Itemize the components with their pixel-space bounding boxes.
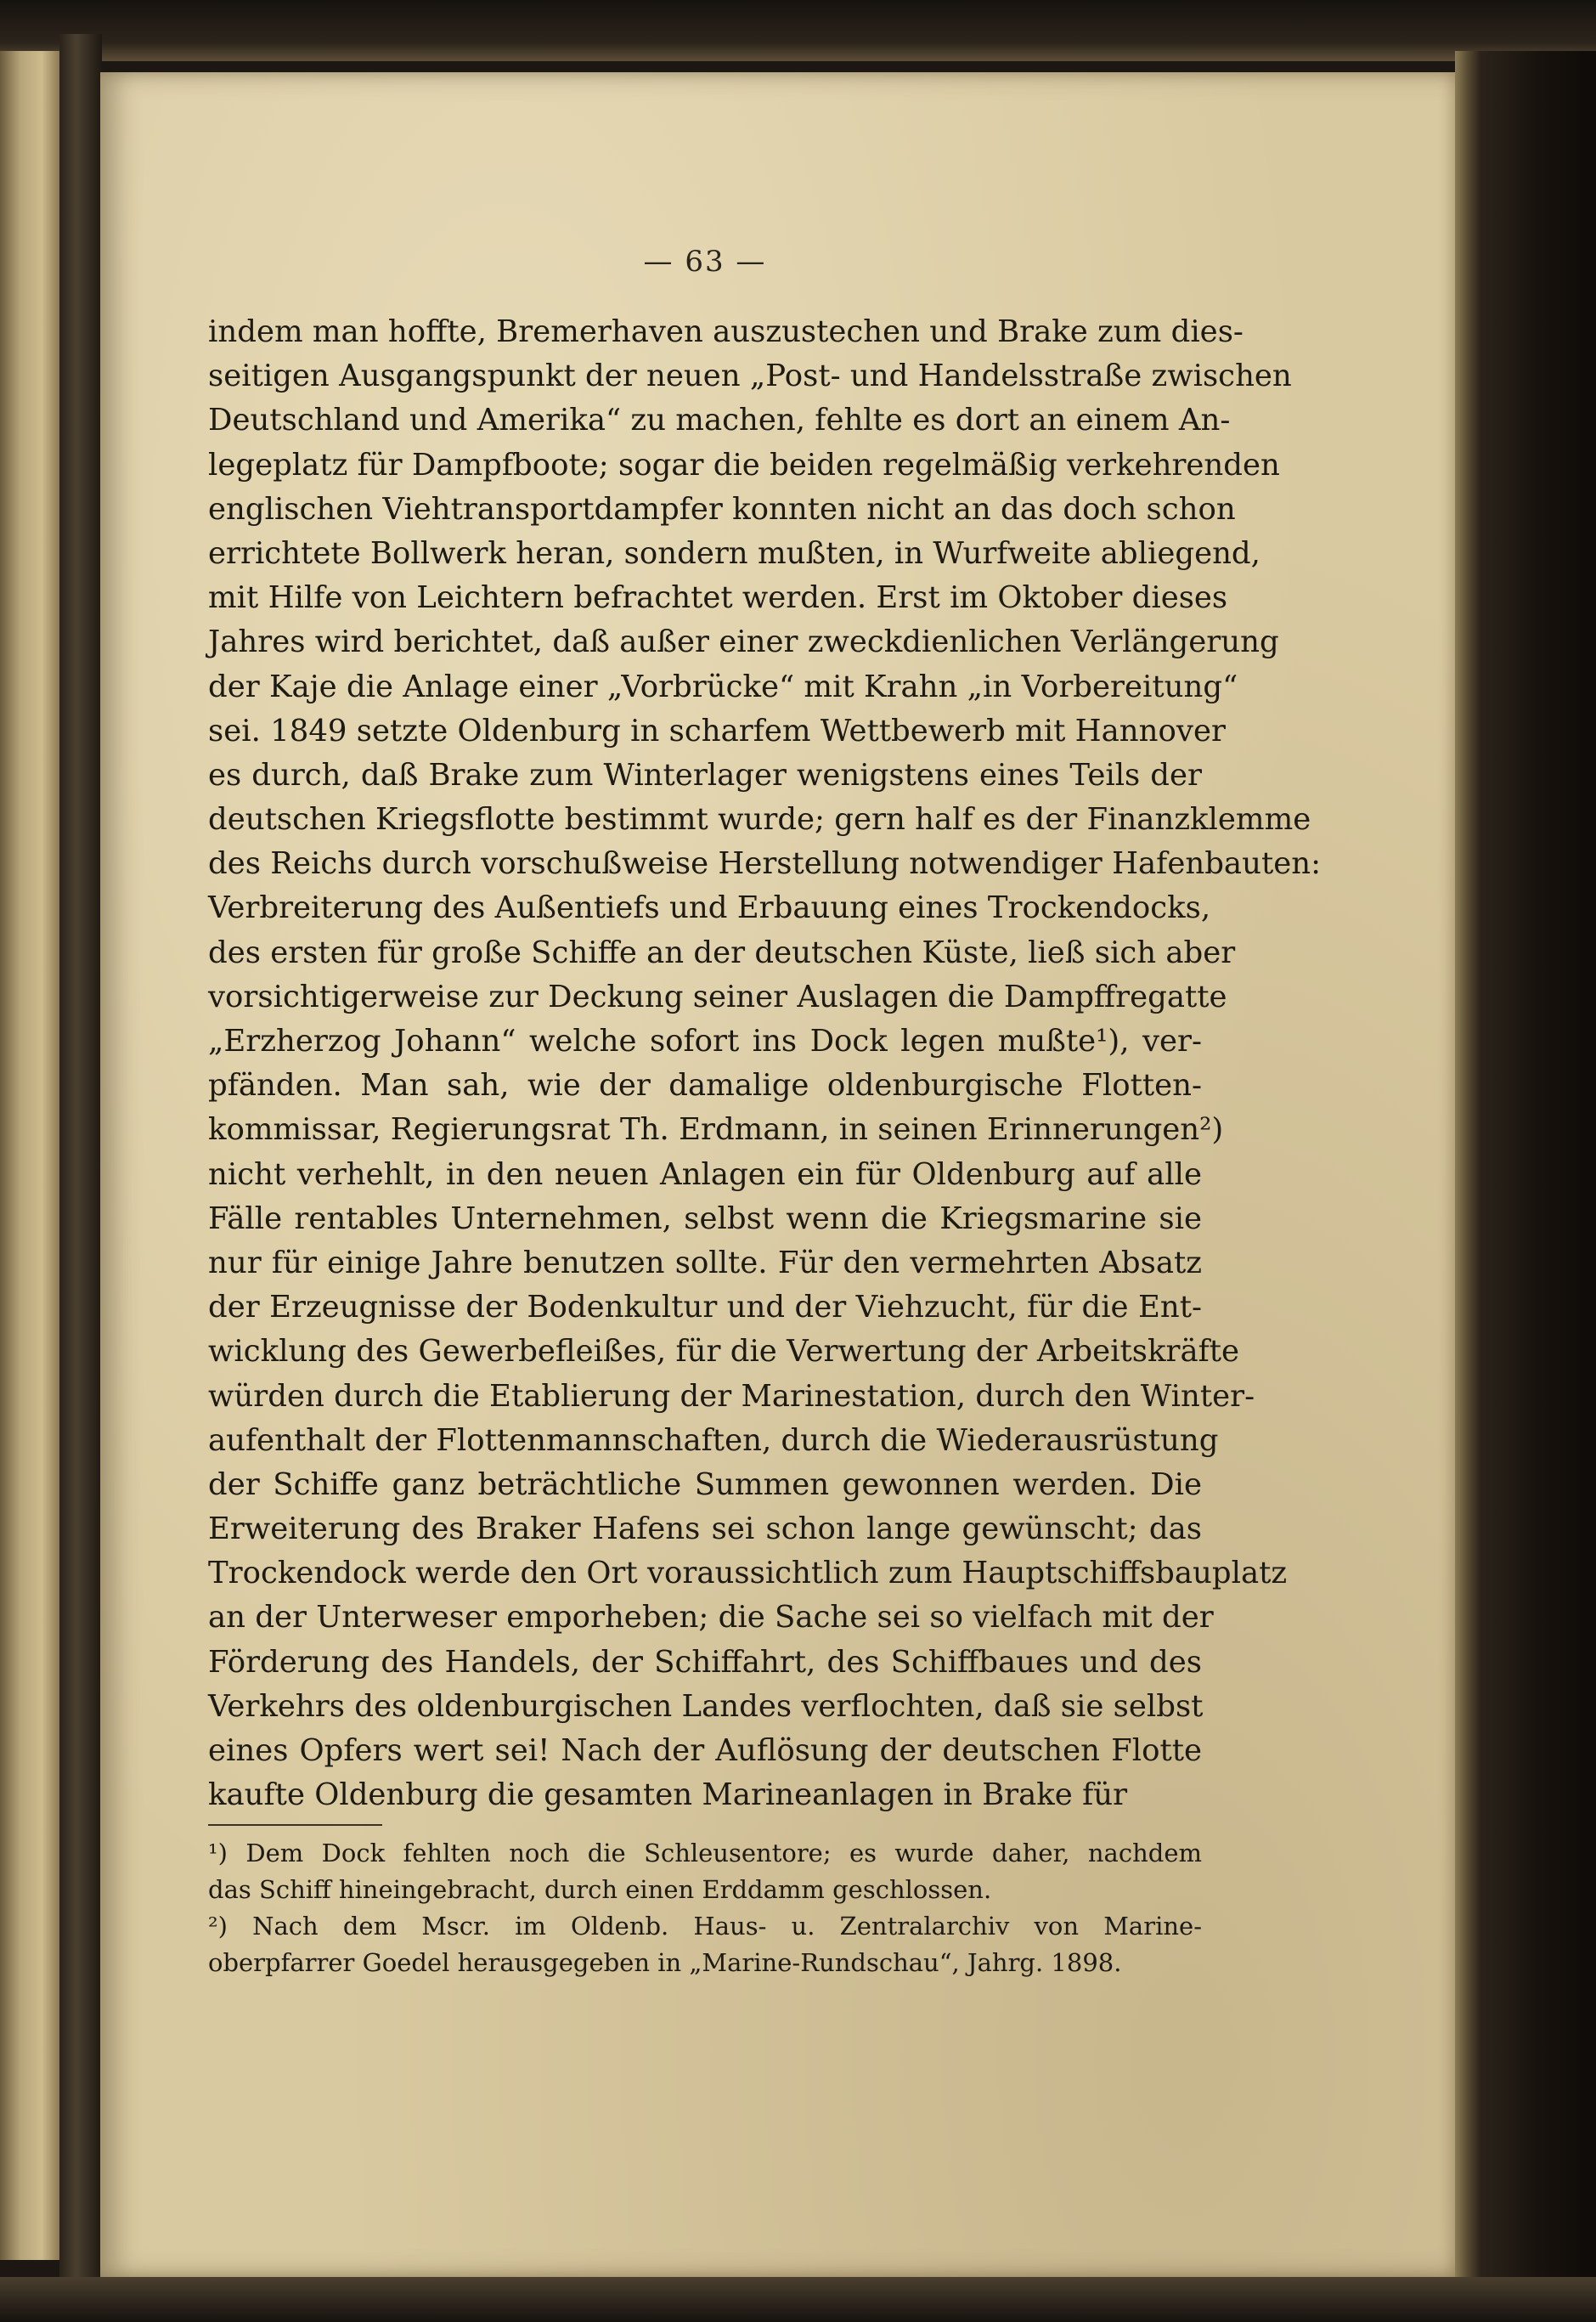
text-line: „Erzherzog Johann“ welche sofort ins Dock legen mußte¹), ver-: [208, 1024, 1202, 1059]
text-line: Fälle rentables Unternehmen, selbst wenn die Kriegsmarine sie: [208, 1201, 1202, 1236]
footnote-line: das Schiff hineingebracht, durch einen Erddamm geschlossen.: [208, 1875, 992, 1904]
text-line: Verkehrs des oldenburgischen Landes verflochten, daß sie selbst: [208, 1688, 1204, 1724]
scan-background-top: [0, 0, 1596, 61]
book-edge-right: [1455, 51, 1596, 2322]
text-line: englischen Viehtransportdampfer konnten nicht an das doch schon: [208, 491, 1236, 527]
footnote-1: [208, 1835, 1202, 1908]
text-line: seitigen Ausgangspunkt der neuen „Post- und Handelsstraße zwischen: [208, 359, 1292, 394]
text-line: der Kaje die Anlage einer „Vorbrücke“ mit Krahn „in Vorbereitung“: [208, 669, 1238, 704]
footnote-divider: [208, 1824, 382, 1826]
text-line: mit Hilfe von Leichtern befrachtet werden. Erst im Oktober dieses: [208, 580, 1228, 616]
text-line: aufenthalt der Flottenmannschaften, durch die Wiederausrüstung: [208, 1422, 1219, 1458]
footnote-line: oberpfarrer Goedel herausgegeben in „Marine-Rundschau“, Jahrg. 1898.: [208, 1948, 1122, 1977]
text-line: an der Unterweser emporheben; die Sache sei so vielfach mit der: [208, 1600, 1214, 1636]
footnote-line: ¹) Dem Dock fehlten noch die Schleusentore; es wurde daher, nachdem: [208, 1839, 1202, 1867]
text-line: indem man hoffte, Bremerhaven auszustechen und Brake zum dies-: [208, 314, 1244, 349]
text-line: kaufte Oldenburg die gesamten Marineanlagen in Brake für: [208, 1777, 1128, 1813]
body-text: [208, 310, 1322, 1817]
text-line: Erweiterung des Braker Hafens sei schon lange gewünscht; das: [208, 1511, 1202, 1547]
footnote-2: [208, 1908, 1202, 1981]
text-line: der Erzeugnisse der Bodenkultur und der Viehzucht, für die Ent-: [208, 1290, 1202, 1325]
text-line: Verbreiterung des Außentiefs und Erbauung eines Trockendocks,: [208, 890, 1211, 926]
book-gutter: [59, 34, 102, 2277]
text-line: Deutschland und Amerika“ zu machen, fehlte es dort an einem An-: [208, 403, 1231, 438]
text-line: es durch, daß Brake zum Winterlager wenigstens eines Teils der: [208, 757, 1202, 793]
page-number: — 63 —: [643, 245, 767, 279]
text-line: Förderung des Handels, der Schiffahrt, des Schiffbaues und des: [208, 1644, 1202, 1680]
text-line: deutschen Kriegsflotte bestimmt wurde; gern half es der Finanzklemme: [208, 802, 1311, 838]
text-line: würden durch die Etablierung der Marinestation, durch den Winter-: [208, 1378, 1255, 1414]
text-line: nicht verhehlt, in den neuen Anlagen ein für Oldenburg auf alle: [208, 1156, 1202, 1192]
footnote-line: ²) Nach dem Mscr. im Oldenb. Haus- u. Zentralarchiv von Marine-: [208, 1912, 1202, 1941]
text-line: eines Opfers wert sei! Nach der Auflösung der deutschen Flotte: [208, 1733, 1202, 1768]
text-line: Jahres wird berichtet, daß außer einer zweckdienlichen Verlängerung: [208, 624, 1279, 660]
scan-background-bottom: [0, 2277, 1596, 2322]
text-line: kommissar, Regierungsrat Th. Erdmann, in seinen Erinnerungen²): [208, 1112, 1224, 1148]
facing-page-edge: [0, 51, 59, 2260]
text-line: der Schiffe ganz beträchtliche Summen gewonnen werden. Die: [208, 1466, 1202, 1502]
text-line: Trockendock werde den Ort voraussichtlich zum Hauptschiffsbauplatz: [208, 1556, 1288, 1591]
text-line: legeplatz für Dampfboote; sogar die beiden regelmäßig verkehrenden: [208, 447, 1280, 483]
text-line: sei. 1849 setzte Oldenburg in scharfem Wettbewerb mit Hannover: [208, 713, 1226, 749]
text-line: des ersten für große Schiffe an der deutschen Küste, ließ sich aber: [208, 935, 1236, 970]
text-line: wicklung des Gewerbefleißes, für die Verwertung der Arbeitskräfte: [208, 1334, 1240, 1370]
text-line: errichtete Bollwerk heran, sondern mußten, in Wurfweite abliegend,: [208, 535, 1260, 571]
text-line: nur für einige Jahre benutzen sollte. Für den vermehrten Absatz: [208, 1245, 1202, 1280]
text-line: vorsichtigerweise zur Deckung seiner Auslagen die Dampffregatte: [208, 979, 1227, 1014]
text-line: pfänden. Man sah, wie der damalige oldenburgische Flotten-: [208, 1068, 1202, 1104]
text-line: des Reichs durch vorschußweise Herstellung notwendiger Hafenbauten:: [208, 846, 1322, 882]
